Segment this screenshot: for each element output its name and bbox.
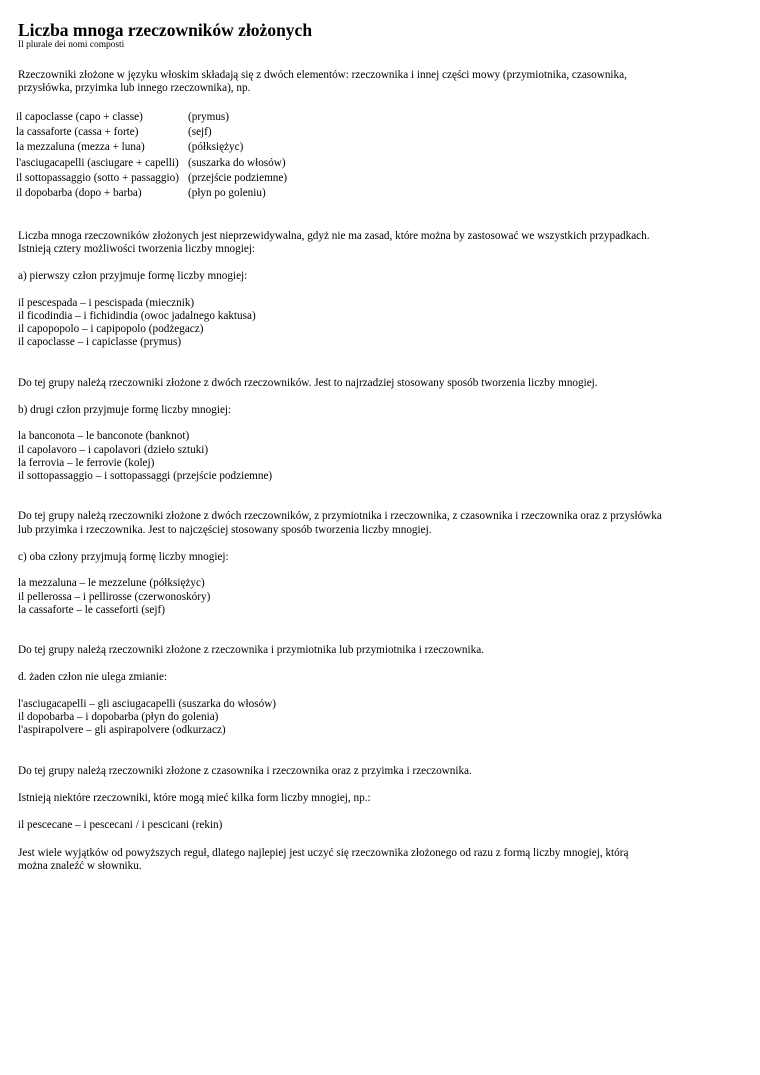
- example-meaning: (przejście podziemne): [188, 172, 288, 184]
- list-item: la ferrovia – le ferrovie (kolej): [18, 456, 155, 469]
- list-item: il pescespada – i pescispada (miecznik): [18, 296, 195, 309]
- page-title: Liczba mnoga rzeczowników złożonych: [18, 20, 313, 40]
- examples-table: [16, 110, 287, 202]
- section-a-heading: a) pierwszy człon przyjmuje formę liczby mnogiej:: [18, 270, 248, 283]
- rules-intro-paragraph: Liczba mnoga rzeczowników złożonych jest nieprzewidywalna, gdyż nie ma zasad, które można by zastosować we wszystkich przypadkach. Istnieją cztery możliwości tworzenia liczby mnogiej:: [18, 229, 650, 255]
- multi-forms-intro: Istnieją niektóre rzeczowniki, które mogą mieć kilka form liczby mnogiej, np.:: [18, 791, 371, 804]
- example-term: la cassaforte (cassa + forte): [16, 126, 139, 139]
- list-item: la banconota – le banconote (banknot): [18, 430, 190, 443]
- section-d-heading: d. żaden człon nie ulega zmianie:: [18, 671, 168, 684]
- example-row: [16, 140, 287, 155]
- list-item: la cassaforte – le casseforti (sejf): [18, 603, 165, 616]
- list-item: il capoclasse – i capiclasse (prymus): [18, 336, 182, 349]
- example-row: [16, 186, 287, 201]
- example-term: il dopobarba (dopo + barba): [16, 187, 142, 200]
- example-term: il sottopassaggio (sotto + passaggio): [16, 172, 179, 184]
- section-a-note: Do tej grupy należą rzeczowniki złożone z dwóch rzeczowników. Jest to najrzadziej stosowany sposób tworzenia liczby mnogiej.: [18, 376, 598, 389]
- section-b-list: [18, 430, 708, 483]
- section-d-list: [18, 698, 708, 738]
- example-term: la mezzaluna (mezza + luna): [16, 141, 145, 154]
- example-meaning: (prymus): [188, 110, 230, 123]
- list-item: il capopopolo – i capipopolo (podżegacz): [18, 323, 204, 336]
- example-row: [16, 125, 287, 140]
- list-item: la mezzaluna – le mezzelune (półksiężyc): [18, 577, 205, 590]
- list-item: l'aspirapolvere – gli aspirapolvere (odkurzacz): [18, 724, 226, 737]
- section-c-note: Do tej grupy należą rzeczowniki złożone z rzeczownika i przymiotnika lub przymiotnika i rzeczownika.: [18, 644, 484, 657]
- section-a-list: [18, 297, 708, 350]
- intro-paragraph: Rzeczowniki złożone w języku włoskim składają się z dwóch elementów: rzeczownika i innej części mowy (przymiotnika, czasownika, przysłówka, przyimka lub innego rzeczownika), np.: [18, 69, 627, 95]
- example-meaning: (sejf): [188, 126, 212, 139]
- example-row: [16, 171, 287, 186]
- list-item: il capolavoro – i capolavori (dzieło sztuki): [18, 443, 209, 456]
- list-item: il dopobarba – i dopobarba (płyn do golenia): [18, 711, 219, 724]
- conclusion-paragraph: Jest wiele wyjątków od powyższych reguł, dlatego najlepiej jest uczyć się rzeczownika złożonego od razu z formą liczby mnogiej, którą można znaleźć w słowniku.: [18, 846, 629, 873]
- list-item: il ficodindia – i fichidindia (owoc jadalnego kaktusa): [18, 310, 256, 323]
- example-term: il capoclasse (capo + classe): [16, 110, 143, 123]
- list-item: l'asciugacapelli – gli asciugacapelli (suszarka do włosów): [18, 697, 276, 710]
- list-item: il pellerossa – i pellirosse (czerwonoskóry): [18, 590, 211, 603]
- example-meaning: (półksiężyc): [188, 141, 244, 154]
- section-b-note: Do tej grupy należą rzeczowniki złożone z dwóch rzeczowników, z przymiotnika i rzeczownika, z czasownika i rzeczownika oraz z przysłówka lub przyimka i rzeczownika. Jest to najczęściej stosowany sposób tworzenia liczby mnogiej.: [18, 510, 662, 536]
- example-row: [16, 156, 287, 171]
- example-meaning: (płyn po goleniu): [188, 187, 266, 200]
- section-d-note: Do tej grupy należą rzeczowniki złożone z czasownika i rzeczownika oraz z przyimka i rzeczownika.: [18, 764, 472, 777]
- section-b-heading: b) drugi człon przyjmuje formę liczby mnogiej:: [18, 404, 232, 417]
- multi-forms-example: il pescecane – i pescecani / i pescicani (rekin): [18, 819, 223, 832]
- example-term: l'asciugacapelli (asciugare + capelli): [16, 156, 179, 169]
- section-c-list: [18, 577, 708, 617]
- page-subtitle: Il plurale dei nomi composti: [18, 40, 125, 50]
- document-page: [18, 20, 708, 874]
- example-row: [16, 110, 287, 125]
- list-item: il sottopassaggio – i sottopassaggi (przejście podziemne): [18, 470, 273, 483]
- section-c-heading: c) oba człony przyjmują formę liczby mnogiej:: [18, 551, 229, 564]
- example-meaning: (suszarka do włosów): [188, 156, 286, 169]
